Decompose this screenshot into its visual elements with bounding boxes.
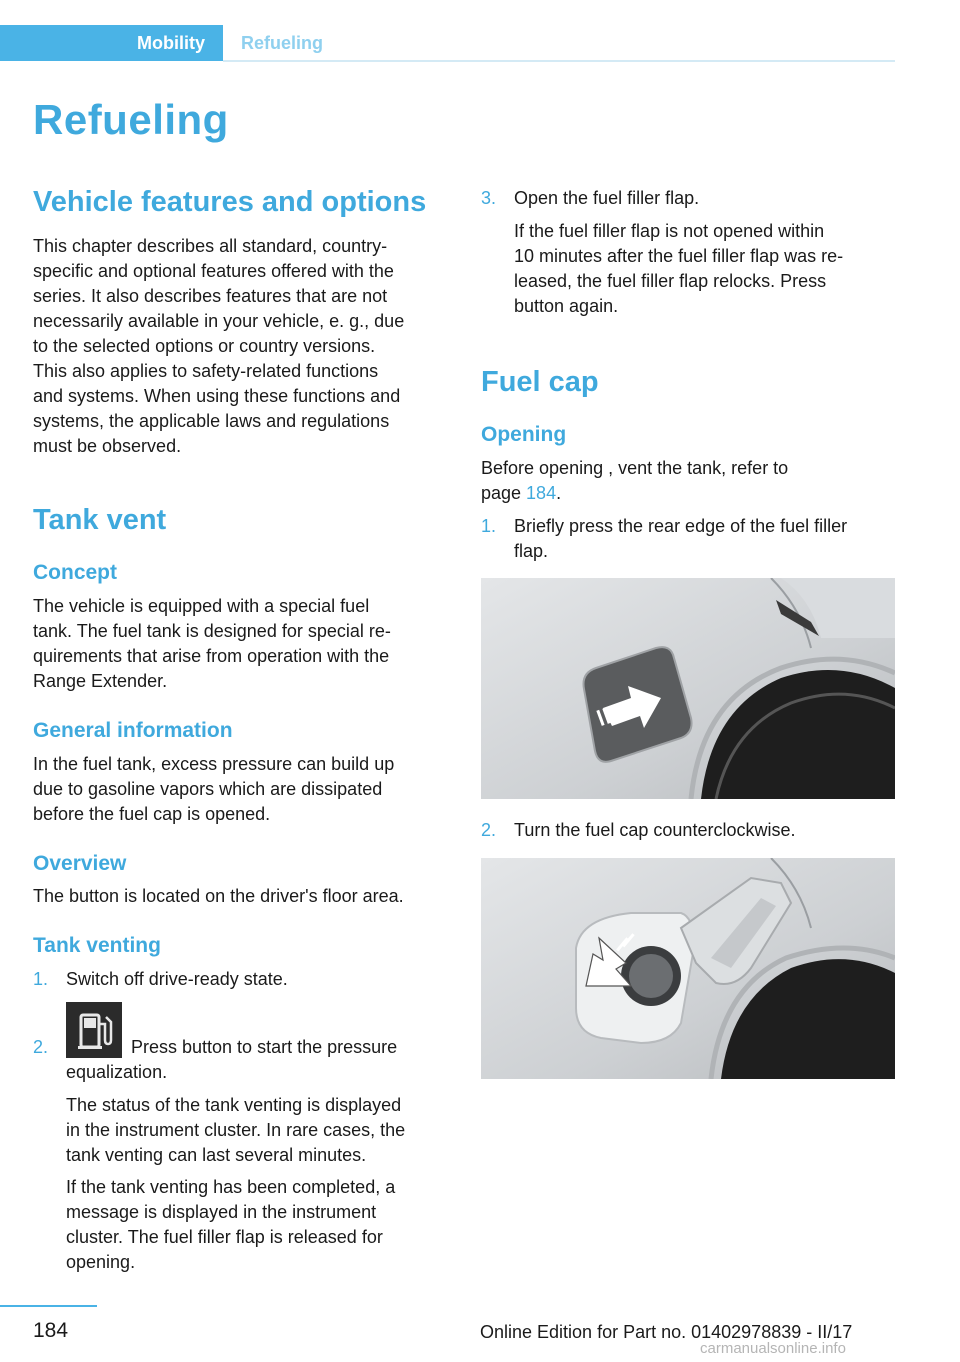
step-3-block (481, 186, 895, 326)
opening-intro (481, 456, 788, 506)
watermark: carmanualsonline.info (700, 1340, 846, 1357)
footer-rule (0, 1305, 97, 1307)
heading-vehicle-features: Vehicle features and options (33, 186, 427, 218)
heading-general-information: General information (33, 719, 233, 742)
text-line: button again. (514, 296, 619, 316)
text-line: Range Extender. (33, 671, 168, 691)
step-2-text-continued: equalization. (66, 1062, 168, 1082)
page-title: Refueling (33, 96, 229, 143)
text-line: before the fuel cap is opened. (33, 804, 271, 824)
step-number: 1. (33, 969, 49, 989)
text-line: leased, the fuel filler flap relocks. Press (514, 271, 827, 291)
step-number: 2. (33, 1037, 49, 1057)
step-1-text: Switch off drive-ready state. (66, 969, 288, 989)
text-line: In the fuel tank, excess pressure can build up (33, 754, 395, 774)
text-segment: . (556, 483, 562, 503)
opening-step-1 (481, 514, 895, 566)
heading-overview: Overview (33, 852, 127, 875)
general-information-text (33, 752, 394, 827)
tab-mobility[interactable]: Mobility (0, 25, 223, 61)
text-line: tank venting can last several minutes. (66, 1145, 367, 1165)
tank-venting-steps (33, 967, 443, 1297)
step-3-note (514, 219, 843, 319)
concept-text (33, 594, 391, 694)
text-line: If the fuel filler flap is not opened within (514, 221, 825, 241)
fuel-cap-illustration (481, 858, 895, 1079)
text-line: cluster. The fuel filler flap is released for (66, 1227, 383, 1247)
text-line: opening. (66, 1252, 136, 1272)
text-line: to the selected options or country versions. (33, 336, 376, 356)
text-line: If the tank venting has been completed, a (66, 1177, 396, 1197)
text-line: message is displayed in the instrument (66, 1202, 377, 1222)
text-line: necessarily available in your vehicle, e. g., due (33, 311, 405, 331)
heading-tank-venting: Tank venting (33, 934, 161, 957)
text-line: This chapter describes all standard, country- (33, 236, 388, 256)
text-line: and systems. When using these functions and (33, 386, 401, 406)
text-line: Before opening , vent the tank, refer to (481, 458, 789, 478)
footer-edition: Online Edition for Part no. 01402978839 - II/17 (480, 1322, 853, 1342)
text-line: series. It also describes features that are not (33, 286, 388, 306)
status-note (66, 1093, 405, 1168)
fuel-filler-flap-illustration (481, 578, 895, 799)
overview-text: The button is located on the driver's floor area. (33, 886, 404, 906)
text-line: systems, the applicable laws and regulations (33, 411, 390, 431)
text-line: Briefly press the rear edge of the fuel filler (514, 516, 848, 536)
text-line: quirements that arise from operation with the (33, 646, 390, 666)
header-tabs (0, 25, 895, 61)
text-segment: page (481, 483, 527, 503)
text-line: in the instrument cluster. In rare cases, the (66, 1120, 406, 1140)
step-1-text (514, 514, 847, 564)
heading-opening: Opening (481, 423, 567, 446)
text-line: specific and optional features offered with the (33, 261, 394, 281)
text-line: must be observed. (33, 436, 182, 456)
heading-tank-vent: Tank vent (33, 504, 167, 536)
text-line (481, 481, 788, 506)
text-line: The vehicle is equipped with a special fuel (33, 596, 370, 616)
text-line: tank. The fuel tank is designed for special re‐ (33, 621, 391, 641)
fuel-pump-icon (66, 1002, 122, 1058)
heading-concept: Concept (33, 561, 117, 584)
step-2-text: Press button to start the pressure (126, 1037, 398, 1057)
tab-refueling[interactable]: Refueling (241, 32, 324, 53)
step-3-text: Open the fuel filler flap. (514, 188, 700, 208)
opening-step-2 (481, 818, 895, 846)
completion-note (66, 1175, 395, 1275)
text-line: This also applies to safety-related functions (33, 361, 379, 381)
vehicle-features-text (33, 234, 404, 459)
page-number: 184 (33, 1319, 69, 1342)
step-number: 2. (481, 820, 497, 840)
step-2-text: Turn the fuel cap counterclockwise. (514, 820, 796, 840)
step-number: 3. (481, 188, 497, 208)
header-rule (223, 60, 895, 62)
heading-fuel-cap: Fuel cap (481, 366, 599, 398)
text-line: The status of the tank venting is displayed (66, 1095, 402, 1115)
step-number: 1. (481, 516, 497, 536)
text-line: 10 minutes after the fuel filler flap was re‐ (514, 246, 844, 266)
page-reference-link[interactable]: 184 (526, 483, 557, 503)
text-line: flap. (514, 541, 549, 561)
text-line: due to gasoline vapors which are dissipated (33, 779, 383, 799)
